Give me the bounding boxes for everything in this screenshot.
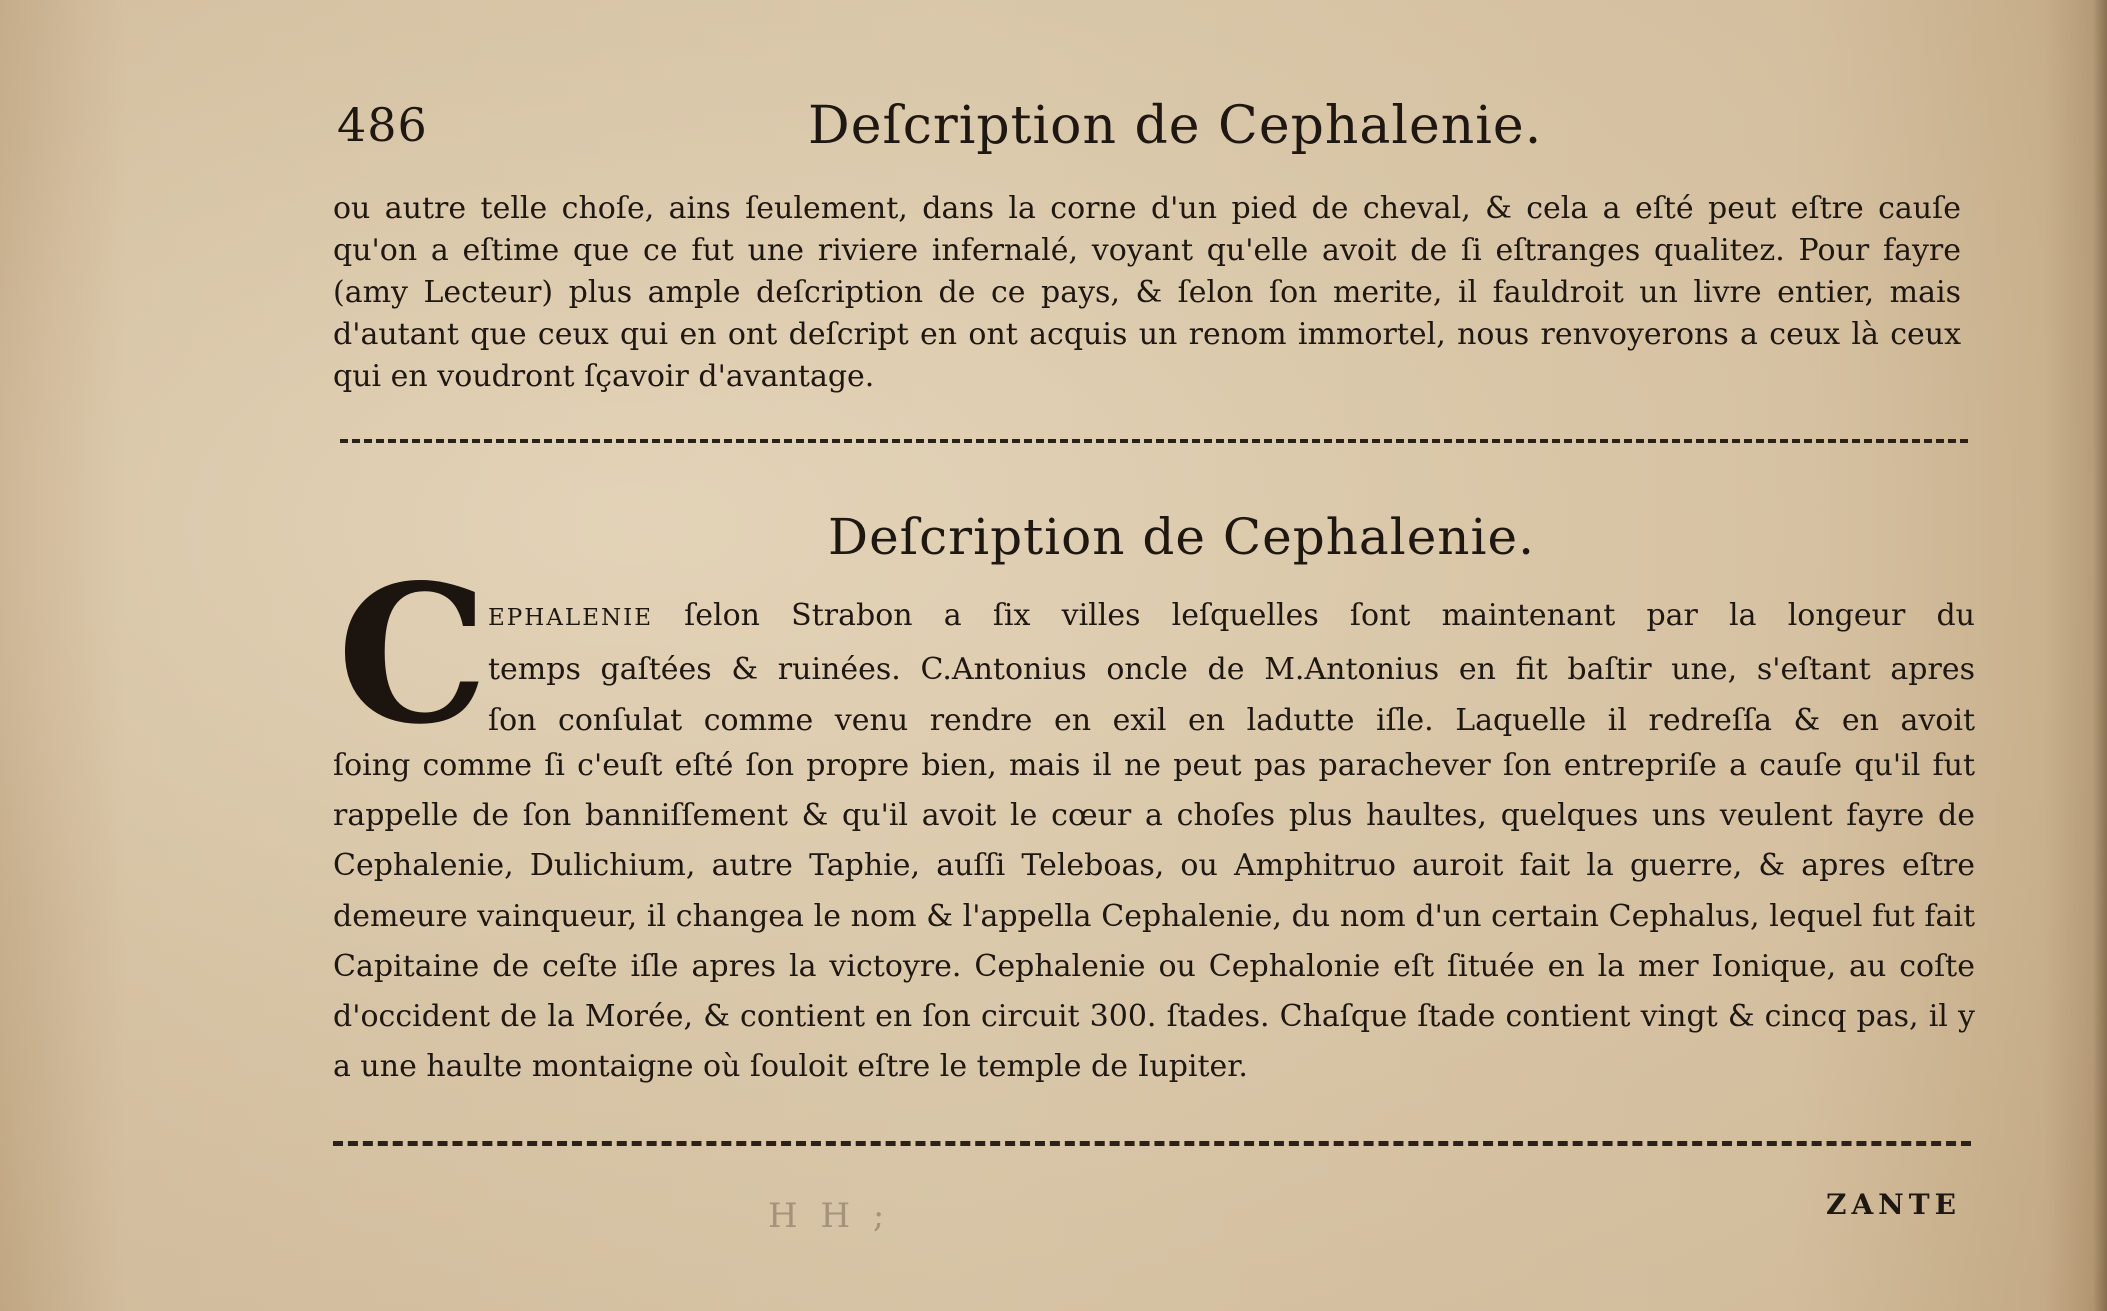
running-head	[333, 92, 1975, 160]
section-title: Deſcription de Cephalenie.	[828, 508, 1535, 566]
section-body-text: ſoing comme ſi c'euſt eſté ſon propre bien, mais il ne peut pas parachever ſon entrepriſe a cauſe qu'il fut rappelle de ſon banniſſement & qu'il avoit le cœur a choſes plus haultes, quelques uns veulent fayre de Cephalenie, Dulichium, autre Taphie, auſſi Teleboas, ou Amphitruo auroit fait la guerre, & apres eſtre demeure vainqueur, il changea le nom & l'appella Cephalenie, du nom d'un certain Cephalus, lequel fut fait Capitaine de ceſte iſle apres la victoyre. Cephalenie ou Cephalonie eſt ſituée en la mer Ionique, au coſte d'occident de la Morée, & contient en ſon circuit 300. ſtades. Chaſque ſtade contient vingt & cincq pas, il y a une haulte montaigne où ſouloit eſtre le temple de Iupiter.	[333, 748, 1975, 1085]
footer-rule	[333, 1141, 1971, 1146]
section-divider-rule	[340, 439, 1968, 443]
drop-cap-lines	[488, 590, 1975, 746]
signature-mark: H H ;	[768, 1196, 891, 1236]
drop-line: temps gaſtées & ruinées. C.Antonius oncle de M.Antonius en fit baſtir une, s'eſtant apres	[488, 652, 1975, 687]
drop-line: ſon conſulat comme venu rendre en exil en ladutte iſle. Laquelle il redreſſa & en avoit	[488, 703, 1975, 738]
drop-line	[488, 590, 1975, 644]
running-title: Deſcription de Cephalenie.	[808, 96, 1543, 156]
drop-line-text: ſelon Strabon a ſix villes leſquelles ſont maintenant par la longeur du	[684, 598, 1975, 633]
continued-paragraph: ou autre telle choſe, ains ſeulement, dans la corne d'un pied de cheval, & cela a eſté peut eſtre cauſe qu'on a eſtime que ce fut une riviere infernalé, voyant qu'elle avoit de ſi eſtranges qualitez. Pour fayre (amy Lecteur) plus ample deſcription de ce pays, & ſelon ſon merite, il fauldroit un livre entier, mais d'autant que ceux qui en ont deſcript en ont acquis un renom immortel, nous renvoyerons a ceux là ceux qui en voudront ſçavoir d'avantage.	[333, 191, 1961, 394]
page-number: 486	[337, 98, 428, 152]
catchword: ZANTE	[1826, 1188, 1961, 1221]
drop-cap-initial: C	[337, 543, 489, 766]
lead-word: EPHALENIE	[488, 605, 653, 631]
